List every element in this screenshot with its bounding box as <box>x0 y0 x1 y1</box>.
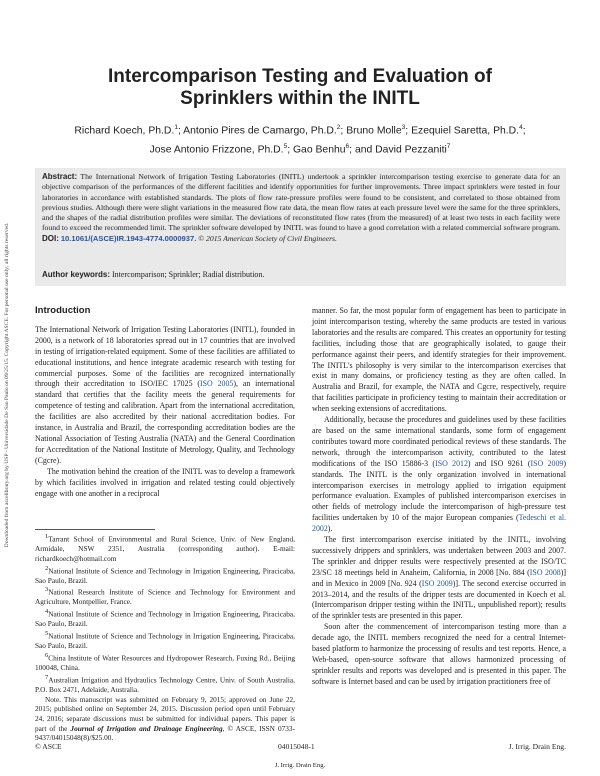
footnote-rule <box>35 529 155 530</box>
abstract: Abstract: The International Network of Irrigation Testing Laboratories (INITL) undertook a sprinkler intercomparison testing exercise to generate data for an objective comparison of the performances of the different facilities and identify opportunities for further improvements. Three impact sprinklers were tested in four laboratories in accordance with established standards. The plots of flow rate-pressure profiles were found to be consistent, and correlated to those obtained from previous studies. Although there were slight variations in the measured flow rate data, the mean flow rates at each pressure level were the same for the three sprinklers, and the shapes of the radial distribution profiles were similar. The deviations of reconstituted flow rates (from the measured) of at least two tests in each facility were found to exceed the recommended limit. The sprinkler software developed by INITL was found to have a good correlation with a related commercial software program. DOI: 10.1061/(ASCE)IR.1943-4774.0000937. © 2015 American Society of Civil Engineers. <box>42 172 560 243</box>
download-watermark: Downloaded from ascelibrary.org by USP - Universidade De Sao Paulo on 09/25/15. Copyright ASCE. For personal use only; all rights reserved. <box>4 222 10 548</box>
citation-link[interactable]: ISO 2005 <box>200 379 234 389</box>
author-name: Richard Koech, Ph.D. <box>74 125 175 137</box>
footnote: 7Australian Irrigation and Hydraulics Technology Centre, Univ. of South Australia, P.O. Box 2471, Adelaide, Australia. <box>35 673 295 694</box>
body-paragraph: The first intercomparison exercise initiated by the INITL, involving successively drippers and sprinklers, was undertaken between 2003 and 2007. The sprinkler and dripper results were respectively presented at the ISO/TC 23/SC 18 meetings held in Anaheim, California, in 2008 [No. 884 (ISO 2008)] and in Mexico in 2009 [No. 924 (ISO 2009)]. The second exercise occurred in 2013–2014, and the results of the dripper tests are documented in Koech et al. (Intercomparison dripper testing within the INITL, unpublished report); results of the sprinkler tests are presented in this paper. <box>312 535 567 621</box>
section-heading-introduction: Introduction <box>35 305 91 316</box>
author-affiliation-mark: 7 <box>446 143 451 151</box>
author-affiliation-mark: 2 <box>336 124 341 131</box>
citation-link[interactable]: ISO 2012 <box>435 458 468 468</box>
body-paragraph: Additionally, because the procedures and guidelines used by these facilities are based on the same international standards, some form of engagement contributes toward more coordinated periodical reviews of these standards. The network, through the intercomparison activity, contributed to the latest modifications of the ISO 15886-3 (ISO 2012) and ISO 9261 (ISO 2009) standards. The INITL is the only organization involved in international intercomparison exercises in metrology applied to irrigation equipment performance evaluation. Examples of published intercomparison exercises in other fields of metrology include the intercomparison of high-pressure test facilities undertaken by 10 of the major European companies (Tedeschi et al. 2002). <box>312 415 567 534</box>
doi-link[interactable]: 10.1061/(ASCE)IR.1943-4774.0000937. <box>60 233 197 243</box>
footnote: 4National Institute of Science and Technology in Irrigation Engineering, Piracicaba, Sao Paulo, Brazil. <box>35 608 295 629</box>
author-name: Gao Benhu <box>292 144 346 156</box>
author-name: Antonio Pires de Camargo, Ph.D. <box>183 125 337 137</box>
citation-link[interactable]: ISO 2009 <box>530 458 564 468</box>
body-paragraph: The International Network of Irrigation Testing Laboratories (INITL), founded in 2000, is a network of 18 laboratories spread out in 17 countries that are involved in testing of irrigation-related equipment. Some of these facilities are affiliated to educational institutions, and hence integrate academic research with testing for commercial purposes. Some of the facilities are recognized internationally through their accreditation to ISO/IEC 17025 (ISO 2005), an international standard that certifies that the facility meets the general requirements for competence of testing and calibration. Apart from the international accreditation, the facilities are also accredited by their national accreditation bodies. For instance, in Australia and Brazil, the corresponding accreditation bodies are the National Association of Testing Australia (NATA) and the General Coordination for Accreditation of the National Institute of Metrology, Quality, and Technology (Cgcre). <box>35 324 295 465</box>
manuscript-note: Note. This manuscript was submitted on February 9, 2015; approved on June 22, 2015; published online on September 24, 2015. Discussion period open until February 24, 2016; separate discussions must be submitted for individual papers. This paper is part of the Journal of Irrigation and Drainage Engineering, © ASCE, ISSN 0733-9437/04015048(8)/$25.00. <box>35 694 295 743</box>
footnote: 2National Institute of Science and Technology in Irrigation Engineering, Piracicaba, Sao Paulo, Brazil. <box>35 564 295 585</box>
paper-title: Intercomparison Testing and Evaluation of Sprinklers within the INITL <box>108 66 492 109</box>
footnote: 6China Institute of Water Resources and Hydropower Research, Fuxing Rd., Beijing 100048, China. <box>35 651 295 672</box>
footnote: 1Tarrant School of Environmental and Rural Science, Univ. of New England, Armidale, NSW 2351, Australia (corresponding author). E-mail: richardkoech@hotmail.com <box>35 533 295 563</box>
footnote: 5National Institute of Science and Technology in Irrigation Engineering, Piracicaba, Sao Paulo, Brazil. <box>35 630 295 651</box>
body-paragraph: manner. So far, the most popular form of engagement has been to participate in joint intercomparison testing, whereby the same products are tested in various laboratories and the results are compared. This creates an opportunity for testing facilities, including those that are geographically isolated, to gauge their performance against their peers, and identify strategies for their improvement. The INITL's philosophy is very similar to the intercomparison exercises that exist in many domains, or proficiency testing as they are often called. In Australia and Brazil, for example, the NATA and Cgcre, respectively, require that facilities participate in proficiency testing to maintain their accreditation or when seeking extensions of accreditations. <box>312 306 566 414</box>
citation-link[interactable]: ISO 2008 <box>529 567 561 577</box>
body-paragraph: The motivation behind the creation of the INITL was to develop a framework by which facilities involved in irrigation and related testing could objectively engage with one another in a reciprocal <box>35 466 295 498</box>
author-name: Ezequiel Saretta, Ph.D. <box>411 125 520 137</box>
author-list: Richard Koech, Ph.D.$^1$; Antonio Pires de Camargo, Ph.D.$^2$; Bruno Molle$^3$; Ezequiel Saretta, Ph.D.$^4$; Jose Antonio Frizzone, Ph.D.$^5$; Gao Benhu$^6$; and David Pezzaniti$^7$ <box>74 124 526 156</box>
left-column <box>35 306 295 499</box>
author-affiliation-mark: 5 <box>283 143 288 151</box>
citation-link[interactable]: Tedeschi et al. 2002 <box>312 513 566 534</box>
author-affiliation-mark: 3 <box>401 124 406 131</box>
right-column <box>312 306 566 688</box>
footer-journal: J. Irrig. Drain Eng. <box>508 742 566 751</box>
footnotes <box>35 532 295 743</box>
right-body-text <box>312 306 566 688</box>
footer-journal-bottom: J. Irrig. Drain Eng. <box>274 762 326 769</box>
footer-page-id: 04015048-1 <box>278 742 315 751</box>
author-affiliation-mark: 1 <box>174 124 178 131</box>
body-paragraph: Soon after the commencement of intercomparison testing more than a decade ago, the INITL members recognized the need for a central Internet-based platform to harmonize the processing of results and test reports. Hence, a Web-based, open-source software that allows harmonized processing of sprinkler results and reports was developed and is presented in this paper. The software is Internet based and can be used by irrigation practitioners free of <box>312 622 566 686</box>
author-affiliation-mark: 4 <box>519 124 523 131</box>
author-keywords: Author keywords: Intercomparison; Sprinkler; Radial distribution. <box>42 270 265 279</box>
footnote: 3National Research Institute of Science and Technology for Environment and Agriculture, Montpellier, France. <box>35 586 295 607</box>
author-name: Bruno Molle <box>346 125 402 137</box>
citation-link[interactable]: ISO 2009 <box>421 578 453 588</box>
author-name: David Pezzaniti <box>375 144 447 156</box>
left-body-text <box>35 325 295 500</box>
author-affiliation-mark: 6 <box>345 143 350 151</box>
author-name: Jose Antonio Frizzone, Ph.D. <box>149 144 284 156</box>
footer-copyright: © ASCE <box>35 742 62 751</box>
